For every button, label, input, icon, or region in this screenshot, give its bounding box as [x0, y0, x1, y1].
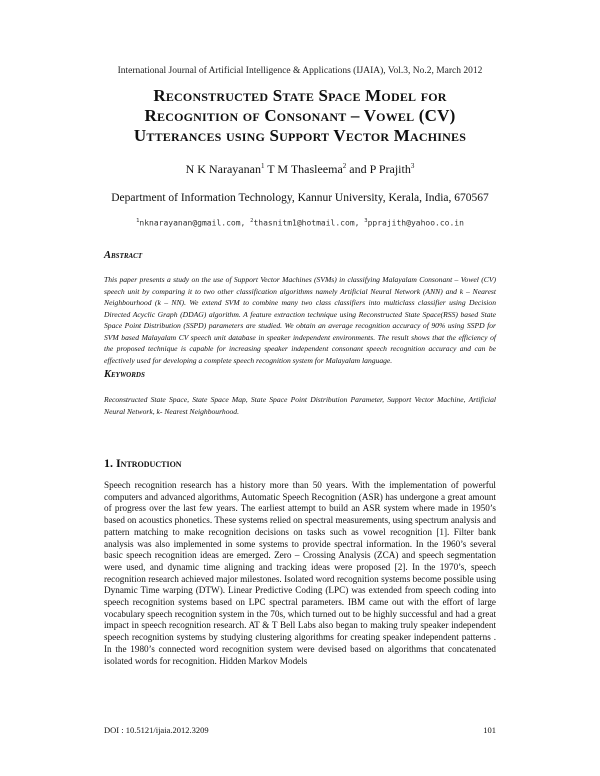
affiliation: Department of Information Technology, Kannur University, Kerala, India, 670567 — [111, 192, 489, 204]
page-number: 101 — [483, 725, 496, 735]
abstract-text: This paper presents a study on the use of Support Vector Machines (SVMs) in classifying Malayalam Consonant – Vowel (CV) speech unit by comparing it to two other classification algorithms namely Artificial Neural Network (ANN) and k – Nearest Neighbourhood (k – NN). We extend SVM to combine many two class classifiers into multiclass classifier using Decision Directed Acyclic Graph (DDAG) algorithm. A feature extraction technique using Reconstructed State Space(RSS) based State Space Point Distribution (SSPD) parameters are studied. We obtain an average recognition accuracy of 90% using SSPD for SVM based Malayalam CV speech unit database in speaker independent environments. The result shows that the efficiency of the proposed technique is capable for increasing speaker independent consonant speech recognition accuracy and can be effectively used for developing a complete speech recognition system for Malayalam language. — [104, 275, 496, 365]
author-conjunction: and — [349, 162, 367, 176]
introduction-text: Speech recognition research has a history more than 50 years. With the implementation of powerful computers and advanced algorithms, Automatic Speech Recognition (ASR) has undergone a great amount of progress over the last few years. The earliest attempt to build an ASR system where made in 1950’s based on acoustics phonetics. These systems relied on spectral measurements, using spectrum analysis and pattern matching to make recognition decisions on tasks such as vowel recognition [1]. Filter bank analysis was also implemented in some systems to provide spectral information. In the 1960’s several basic speech recognition ideas are emerged. Zero – Crossing Analysis (ZCA) and speech segmentation were used, and dynamic time aligning and tracking ideas were proposed [2]. In the 1970’s, speech recognition research achieved major milestones. Isolated word recognition systems become possible using Dynamic Time warping (DTW). Linear Predictive Coding (LPC) was extended from speech coding into speech recognition systems based on LPC spectral parameters. IBM came out with the effort of large vocabulary speech recognition system in the 70s, which turned out to be highly successful and had a great impact in speech recognition research. AT & T Bell Labs also began to making truly speaker independent speech recognition systems by studying clustering algorithms for creating speaker independent patterns . In the 1980’s connected word recognition system were devised based on algorithms that concatenated isolated words for recognition. Hidden Markov Models — [104, 480, 496, 666]
title-line-2: Recognition of Consonant – Vowel (CV) — [144, 106, 456, 125]
author-emails — [0, 218, 600, 228]
abstract-heading: Abstract — [104, 250, 143, 261]
email-address[interactable]: pprajith@yahoo.co.in — [367, 218, 464, 228]
email-mark: 1 — [136, 218, 140, 224]
email-address[interactable]: nknarayanan@gmail.com, — [139, 218, 246, 228]
author-affil-mark: 1 — [260, 162, 265, 170]
author-name: T M Thasleema — [267, 162, 343, 176]
email-mark: 3 — [364, 218, 368, 224]
keywords-text: Reconstructed State Space, State Space Map, State Space Point Distribution Parameter, Support Vector Machine, Artificial Neural Network, k- Nearest Neighbourhood. — [104, 395, 496, 416]
introduction-heading: 1. Introduction — [104, 456, 182, 470]
author-list — [0, 162, 600, 177]
footer-doi: DOI : 10.5121/ijaia.2012.3209 — [104, 725, 209, 735]
email-mark: 2 — [250, 218, 254, 224]
author-affil-mark: 3 — [410, 162, 415, 170]
title-line-3: Utterances using Support Vector Machines — [133, 126, 467, 145]
author-name: N K Narayanan — [185, 162, 261, 176]
paper-title — [60, 86, 540, 146]
journal-header: International Journal of Artificial Intelligence & Applications (IJAIA), Vol.3, No.2, March 2012 — [117, 66, 483, 76]
keywords-heading: Keywords — [104, 369, 145, 380]
title-line-1: Reconstructed State Space Model for — [153, 86, 447, 105]
author-name: P Prajith — [369, 162, 411, 176]
email-address[interactable]: thasnitm1@hotmail.com, — [253, 218, 360, 228]
author-affil-mark: 2 — [342, 162, 347, 170]
